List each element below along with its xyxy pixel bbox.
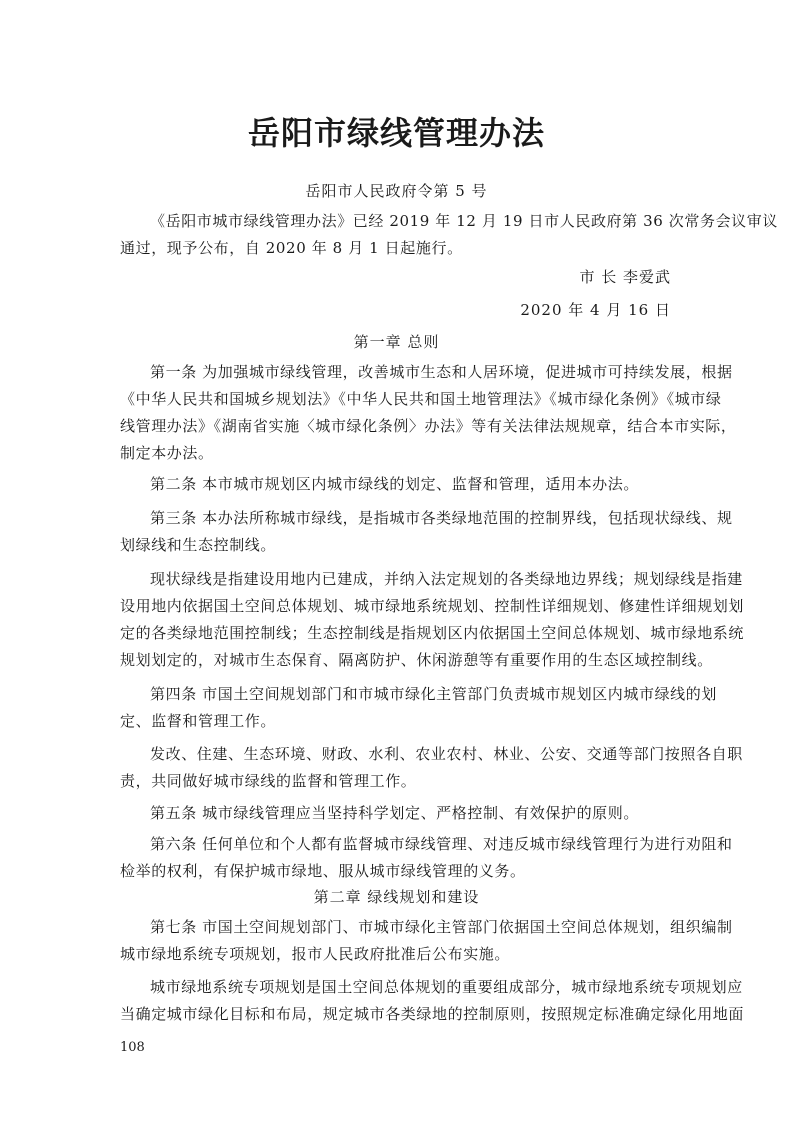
paragraph-line: 第三条 本办法所称城市绿线，是指城市各类绿地范围的控制界线，包括现状绿线、规 [150,509,733,527]
paragraph-line: 第七条 市国土空间规划部门、市城市绿化主管部门依据国土空间总体规划，组织编制 [150,918,733,936]
paragraph-line: 第二条 本市城市规划区内城市绿线的划定、监督和管理，适用本办法。 [150,475,639,493]
chapter-heading: 第一章 总则 [353,333,440,351]
paragraph-line: 设用地内依据国土空间总体规划、城市绿地系统规划、控制性详细规划、修建性详细规划划 [120,597,745,615]
paragraph-line: 第五条 城市绿线管理应当坚持科学划定、严格控制、有效保护的原则。 [150,804,639,822]
intro-line: 《岳阳市城市绿线管理办法》已经 2019 年 12 月 19 日市人民政府第 36 次常务会议审议 [150,212,778,230]
paragraph-line: 城市绿地系统专项规划，报市人民政府批准后公布实施。 [120,945,511,963]
decree-number: 岳阳市人民政府令第 5 号 [305,182,488,200]
paragraph-line: 定、监督和管理工作。 [120,712,277,730]
intro-line: 通过，现予公布，自 2020 年 8 月 1 日起施行。 [120,239,463,257]
paragraph-line: 规划划定的，对城市生态保育、隔离防护、休闲游憩等有重要作用的生态区域控制线。 [120,651,713,669]
document-title: 岳阳市绿线管理办法 [247,114,545,152]
paragraph-line: 第四条 市国土空间规划部门和市城市绿化主管部门负责城市规划区内城市绿线的划 [150,685,717,703]
paragraph-line: 定的各类绿地范围控制线；生态控制线是指规划区内依据国土空间总体规划、城市绿地系统 [120,624,745,642]
paragraph-line: 现状绿线是指建设用地内已建成，并纳入法定规划的各类绿地边界线；规划绿线是指建 [150,570,743,588]
paragraph-line: 责，共同做好城市绿线的监督和管理工作。 [120,772,417,790]
paragraph-line: 第一条 为加强城市绿线管理，改善城市生态和人居环境，促进城市可持续发展，根据 [150,363,733,381]
paragraph-line: 划绿线和生态控制线。 [120,536,277,554]
signature: 市 长 李爱武 [579,268,671,286]
page-number: 108 [120,1040,145,1055]
paragraph-line: 《中华人民共和国城乡规划法》《中华人民共和国土地管理法》《城市绿化条例》《城市绿 [120,390,722,408]
chapter-heading: 第二章 绿线规划和建设 [313,888,480,906]
signature-date: 2020 年 4 月 16 日 [520,301,671,319]
paragraph-line: 发改、住建、生态环境、财政、水利、农业农村、林业、公安、交通等部门按照各自职 [150,745,743,763]
paragraph-line: 城市绿地系统专项规划是国土空间总体规划的重要组成部分，城市绿地系统专项规划应 [150,978,743,996]
paragraph-line: 检举的权利，有保护城市绿地、服从城市绿线管理的义务。 [120,862,526,880]
paragraph-line: 当确定城市绿化目标和布局，规定城市各类绿地的控制原则，按照规定标准确定绿化用地面 [120,1005,745,1023]
paragraph-line: 第六条 任何单位和个人都有监督城市绿线管理、对违反城市绿线管理行为进行劝阻和 [150,835,733,853]
paragraph-line: 制定本办法。 [120,444,214,462]
paragraph-line: 线管理办法》《湖南省实施〈城市绿化条例〉办法》等有关法律法规规章，结合本市实际， [120,417,737,435]
